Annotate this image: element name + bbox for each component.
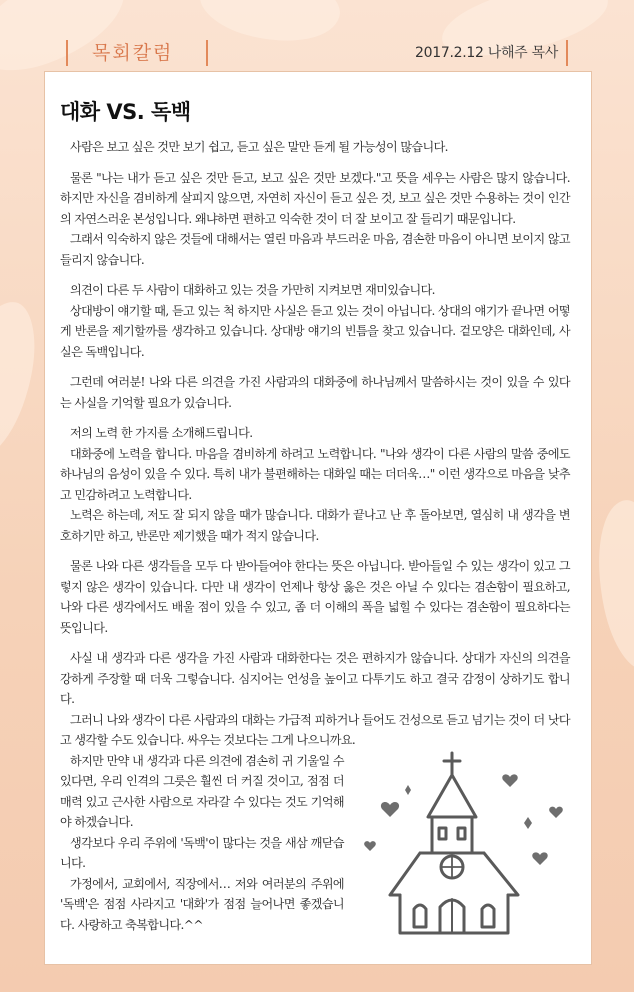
heart-icon [381, 802, 399, 817]
heart-icon [532, 852, 547, 865]
column-title: 목회칼럼 [92, 42, 174, 64]
header-divider [66, 40, 68, 66]
heart-icon [502, 774, 517, 787]
paragraph: 사실 내 생각과 다른 생각을 가진 사람과 대화한다는 것은 편하지가 않습니다. 상대가 자신의 의견을 강하게 주장할 때 더욱 그렇습니다. 심지어는 언성을 높이고 다투기도 하고 결국 감정이 상하기도 합니다. [60, 651, 570, 706]
paragraph: 하지만 만약 내 생각과 다른 의견에 겸손히 귀 기울일 수 있다면, 우리 인격의 그릇은 훨씬 더 커질 것이고, 점점 더 매력 있고 근사한 사람으로 자라갈 수 있다는 것도 기억해야 하겠습니다. [60, 753, 344, 829]
paragraph: 물론 나와 다른 생각들을 모두 다 받아들여야 한다는 뜻은 아닙니다. 받아들일 수 있는 생각이 있고 그렇지 않은 생각이 있습니다. 다만 내 생각이 언제나 항상 옳은 것은 아닐 수 있다는 겸손함이 필요하고, 나와 다른 생각에서도 배울 점이 있을 수 있고, 좀 더 이해의 폭을 넓힐 수 있다는 겸손함이 필요하다는 뜻입니다. [60, 559, 570, 635]
paragraph: 대화중에 노력을 합니다. 마음을 겸비하게 하려고 노력합니다. "나와 생각이 다른 사람의 말씀 중에도 하나님의 음성이 있을 수 있다. 특히 내가 불편해하는 대화일 때는 더더욱…" 이런 생각으로 마음을 낮추고 민감하려고 노력합니다. [60, 446, 570, 502]
paragraph: 사람은 보고 싶은 것만 보기 쉽고, 듣고 싶은 말만 듣게 될 가능성이 많습니다. [70, 140, 448, 154]
heart-icon [549, 807, 563, 818]
heart-icon [364, 841, 376, 851]
steeple-roof [428, 775, 476, 817]
column-header [0, 0, 634, 70]
tower-window [439, 828, 446, 839]
cross-icon [444, 753, 460, 775]
paragraph: 의견이 다른 두 사람이 대화하고 있는 것을 가만히 지켜보면 재미있습니다. [70, 283, 435, 297]
sparkle-icon [524, 817, 532, 829]
side-window [482, 905, 494, 927]
church-illustration [360, 745, 575, 935]
date-author-byline: 2017.2.12 나해주 목사 [415, 45, 558, 61]
paragraph: 그러니 나와 생각이 다른 사람과의 대화는 가급적 피하거나 들어도 건성으로 듣고 넘기는 것이 더 낫다고 생각할 수도 있습니다. 싸우는 것보다는 그게 나으니까요. [60, 712, 570, 747]
side-window [414, 905, 426, 927]
paragraph: 그래서 익숙하지 않은 것들에 대해서는 열린 마음과 부드러운 마음, 겸손한 마음이 아니면 보이지 않고 들리지 않습니다. [60, 232, 570, 267]
tower-window [458, 828, 465, 839]
paragraph: 저의 노력 한 가지를 소개해드립니다. [70, 426, 253, 440]
article-title: 대화 VS. 독백 [60, 100, 191, 124]
paragraph: 가정에서, 교회에서, 직장에서… 저와 여러분의 주위에 '독백'은 점점 사라지고 '대화'가 점점 늘어나면 좋겠습니다. 사랑하고 축복합니다.^^ [60, 876, 344, 932]
header-divider [566, 40, 568, 66]
main-roof [390, 853, 518, 895]
paragraph: 그런데 여러분! 나와 다른 의견을 가진 사람과의 대화중에 하나님께서 말씀하시는 것이 있을 수 있다는 사실을 기억할 필요가 있습니다. [60, 375, 570, 410]
petal-decoration [0, 295, 43, 465]
paragraph: 노력은 하는데, 저도 잘 되지 않을 때가 많습니다. 대화가 끝나고 난 후 돌아보면, 열심히 내 생각을 변호하기만 하고, 반론만 제기했을 때가 적지 않습니다. [60, 508, 570, 543]
heart-decorations [364, 774, 563, 865]
sparkle-icon [405, 785, 411, 795]
paragraph: 상대방이 얘기할 때, 듣고 있는 척 하지만 사실은 듣고 있는 것이 아닙니다. 상대의 얘기가 끝나면 어떻게 반론을 제기할까를 생각하고 있습니다. 상대방 얘기의 빈틈을 찾고 있습니다. 겉모양은 대화인데, 사실은 독백입니다. [60, 303, 570, 359]
header-divider [206, 40, 208, 66]
paragraph: 물론 "나는 내가 듣고 싶은 것만 듣고, 보고 싶은 것만 보겠다."고 뜻을 세우는 사람은 많지 않습니다. 하지만 자신을 겸비하게 살피지 않으면, 자연히 자신이 듣고 싶은 것, 보고 싶은 것만 수용하는 것이 인간의 자연스러운 본성입니다. 왜냐하면 편하고 익숙한 것이 더 잘 보이고 잘 들리기 때문입니다. [60, 170, 570, 226]
paragraph: 생각보다 우리 주위에 '독백'이 많다는 것을 새삼 깨닫습니다. [60, 835, 344, 870]
